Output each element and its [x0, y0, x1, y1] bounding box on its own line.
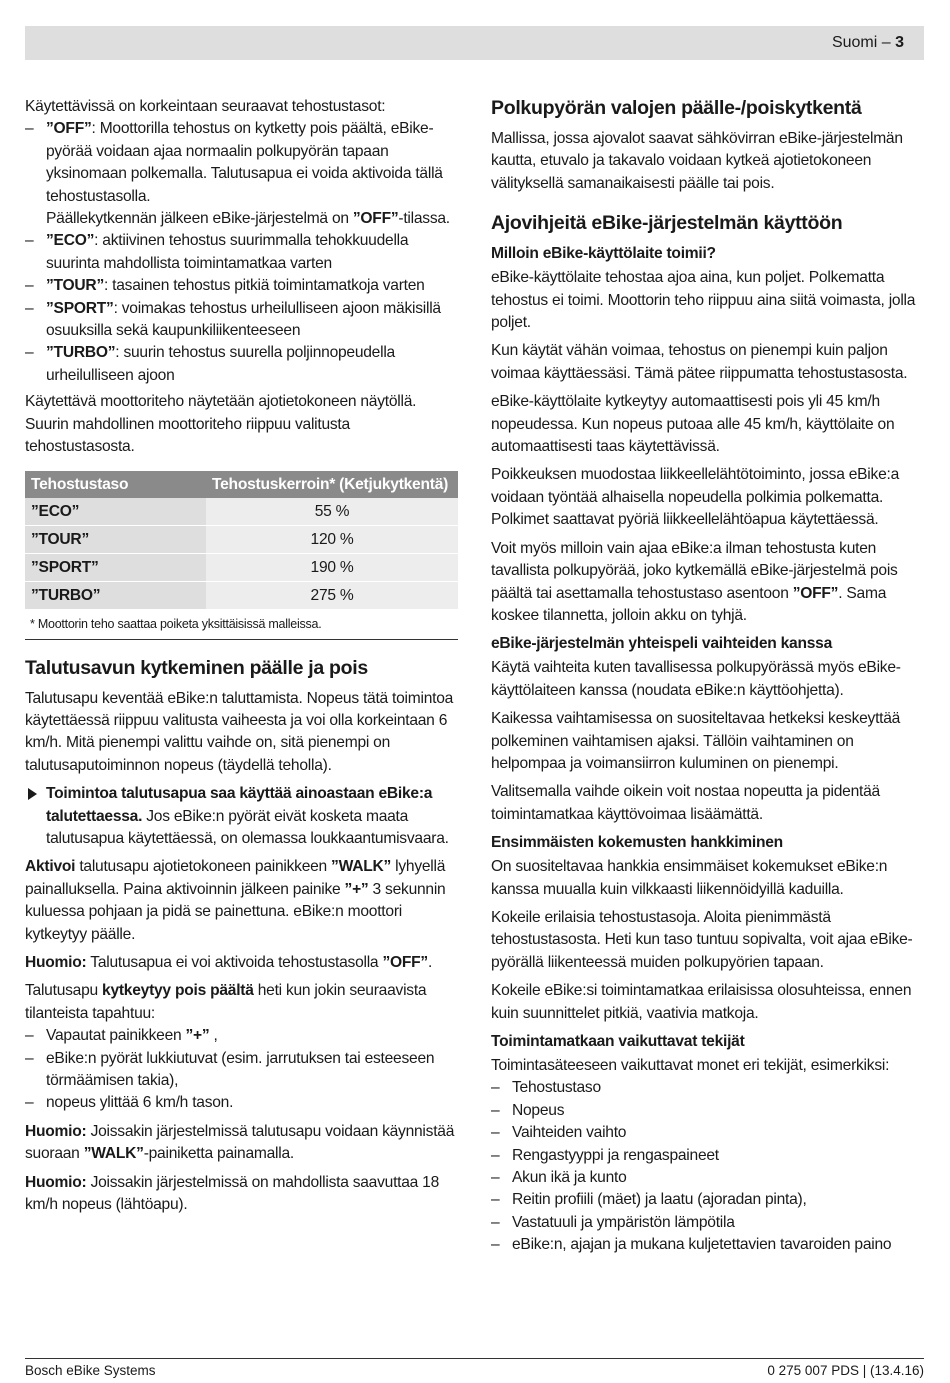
level-item-turbo: – ”TURBO”: suurin tehostus suurella poljinnopeudella urheilulliseen ajoon — [25, 342, 460, 387]
page-number: 3 — [895, 34, 904, 51]
paragraph: Poikkeuksen muodostaa liikkeellelähtötoiminto, jossa eBike:a voidaan työntää alhaisella nopeudella polkimia polkematta. Polkimet saattavat pyöriä liikkeellelähtöapua käytettäessä. — [491, 466, 899, 529]
footer-publisher: Bosch eBike Systems — [25, 1363, 156, 1378]
level-item-eco: – ”ECO”: aktiivinen tehostus suurimmalla tehokkuudella suurinta mahdollista toimintamatkaa varten — [25, 230, 460, 275]
table-row: ”TURBO” 275 % — [25, 581, 458, 609]
note-start-assist: Huomio: Joissakin järjestelmissä on mahdollista saavuttaa 18 km/h nopeus (lähtöapu). — [25, 1173, 440, 1214]
paragraph: Käytä vaihteita kuten tavallisessa polkupyörässä myös eBike-käyttölaiteen kanssa (noudata eBike:n käyttöohjetta). — [491, 659, 901, 699]
table-header-factor: Tehostuskerroin* (Ketjukytkentä) — [206, 471, 458, 498]
header-bar — [25, 26, 924, 60]
list-item: – Nopeus — [491, 1100, 925, 1122]
level-item-sport: – ”SPORT”: voimakas tehostus urheilulliseen ajoon mäkisillä osuuksilla sekä kaupunkiliikenteeseen — [25, 298, 460, 343]
paragraph: Voit myös milloin vain ajaa eBike:a ilman tehostusta kuten tavallista polkupyörää, joko kytkemällä eBike-järjestelmä pois päältä tai asettamalla tehostustaso asentoon ”OFF”. Sama koskee tilannetta, jolloin akku on tyhjä. — [491, 539, 898, 624]
assist-table — [25, 471, 458, 640]
note-walk: Huomio: Joissakin järjestelmissä talutusapu voidaan käynnistää suoraan ”WALK”-painiketta painamalla. — [25, 1122, 455, 1163]
walk-assist-text: Talutusapu keventää eBike:n taluttamista. Nopeus tätä toimintoa käytettäessä riippuu valitusta vaiheesta ja voi olla korkeintaan 6 km/h. Mitä pienempi valittu vaihde on, sitä pienempi on talutusaputoiminnon nopeus (täydellä teholla). — [25, 689, 454, 774]
levels-intro: Käytettävissä on korkeintaan seuraavat tehostustasot: — [25, 98, 386, 115]
table-header-level: Tehostustaso — [25, 471, 206, 498]
tips-heading: Ajovihjeitä eBike-järjestelmän käyttöön — [491, 212, 843, 235]
range-heading: Toimintamatkaan vaikuttavat tekijät — [491, 1033, 745, 1050]
list-item: – Vapautat painikkeen ”+” , — [25, 1025, 460, 1047]
table-row: ”ECO” 55 % — [25, 498, 458, 526]
switch-off-text: Talutusapu kytkeytyy pois päältä heti kun jokin seuraavista tilanteista tapahtuu: — [25, 982, 427, 1022]
left-column — [25, 96, 460, 1222]
header-language: Suomi — [831, 34, 878, 51]
walk-assist-heading: Talutusavun kytkeminen päälle ja pois — [25, 656, 368, 679]
list-item: – nopeus ylittää 6 km/h tason. — [25, 1092, 460, 1114]
table-footnote: * Moottorin teho saattaa poiketa yksittäisissä malleissa. — [25, 609, 458, 639]
level-item-tour: – ”TOUR”: tasainen tehostus pitkiä toimintamatkoja varten — [25, 275, 460, 297]
list-item: – Reitin profiili (mäet) ja laatu (ajoradan pinta), — [491, 1189, 925, 1211]
list-item: – Vastatuuli ja ympäristön lämpötila — [491, 1212, 925, 1234]
off-note: Päällekytkennän jälkeen eBike-järjestelmä on ”OFF”-tilassa. — [46, 210, 450, 228]
list-item: – Rengastyyppi ja rengaspaineet — [491, 1145, 925, 1167]
paragraph: Kaikessa vaihtamisessa on suositeltavaa hetkeksi keskeyttää polkeminen vaihtamisen ajaksi. Tällöin vaihtaminen on helpompaa ja voimansiirron kuluminen on pienempi. — [491, 710, 901, 772]
list-item: – eBike:n, ajajan ja mukana kuljetettavien tavaroiden paino — [491, 1234, 925, 1256]
lights-text: Mallissa, jossa ajovalot saavat sähkövirran eBike-järjestelmän kautta, etuvalo ja takavalo voidaan kytkeä ajotietokoneen välityksellä samanaikaisesti päälle tai pois. — [491, 130, 903, 192]
note-off: Huomio: Talutusapua ei voi aktivoida tehostustasolla ”OFF”. — [25, 953, 433, 971]
paragraph: Kun käytät vähän voimaa, tehostus on pienempi kuin paljon voimaa käyttäessäsi. Tämä pätee riippumatta tehostustasosta. — [491, 342, 908, 382]
gears-heading: eBike-järjestelmän yhteispeli vaihteiden kanssa — [491, 635, 833, 653]
range-intro: Toimintasäteeseen vaikuttavat monet eri tekijät, esimerkiksi: — [491, 1057, 890, 1074]
activate-text: Aktivoi talutusapu ajotietokoneen painikkeen ”WALK” lyhyellä painalluksella. Paina aktivoinnin jälkeen painike ”+” 3 sekunnin kuluessa pohjaan ja pidä se painettuna. eBike:n moottori kytkeytyy päälle. — [25, 858, 446, 943]
list-item: – Vaihteiden vaihto — [491, 1122, 925, 1144]
running-header: Suomi – 3 — [831, 34, 904, 51]
lights-heading: Polkupyörän valojen päälle-/poiskytkentä — [491, 97, 862, 119]
list-item: – eBike:n pyörät lukkiutuvat (esim. jarrutuksen tai esteeseen törmäämisen takia), — [25, 1048, 460, 1093]
paragraph: Kokeile eBike:si toimintamatkaa erilaisissa olosuhteissa, ennen kuin suunnittelet pitkiä, vaativia matkoja. — [491, 982, 912, 1022]
first-experience-heading: Ensimmäisten kokemusten hankkiminen — [491, 834, 783, 852]
walk-warning: Toimintoa talutusapua saa käyttää ainoastaan eBike:a talutettaessa. Jos eBike:n pyörät eivät kosketa maata talutusapua käytettäessä, on olemassa loukkaantumisvaara. — [25, 783, 460, 850]
footer-divider — [25, 1358, 924, 1359]
right-column — [491, 96, 925, 1257]
paragraph: eBike-käyttölaite tehostaa ajoa aina, kun poljet. Polkematta tehostus ei toimi. Moottorin teho riippuu aina siitä voimasta, jolla poljet. — [491, 269, 916, 332]
footer-doc-id: 0 275 007 PDS | (13.4.16) — [767, 1363, 924, 1378]
table-header-row — [25, 471, 458, 498]
paragraph: eBike-käyttölaite kytkeytyy automaattisesti pois yli 45 km/h nopeudessa. Kun nopeus putoaa alle 45 km/h, käyttölaite on automaattisesti taas käytettävissä. — [491, 393, 895, 456]
level-item-off: – ”OFF”: Moottorilla tehostus on kytketty pois päältä, eBike-pyörää voidaan ajaa normaalin polkupyörän tapaan yksinomaan polkemalla. Talutusapua ei voida aktivoida tällä tehostustasolla. — [25, 118, 460, 208]
when-heading: Milloin eBike-käyttölaite toimii? — [491, 245, 716, 263]
display-text: Käytettävä moottoriteho näytetään ajotietokoneen näytöllä. Suurin mahdollinen moottoriteho riippuu valitusta tehostustasosta. — [25, 393, 417, 456]
paragraph: On suositeltavaa hankkia ensimmäiset kokemukset eBike:n kanssa muualla kuin vilkkaasti liikennöidyillä kaduilla. — [491, 858, 888, 898]
paragraph: Kokeile erilaisia tehostustasoja. Aloita pienimmästä tehostustasosta. Heti kun taso tuntuu sopivalta, voit ajaa eBike-pyörällä liikenteessä muiden polkupyörien tapaan. — [491, 908, 913, 971]
table-row: ”SPORT” 190 % — [25, 553, 458, 581]
table-row: ”TOUR” 120 % — [25, 525, 458, 553]
table-footnote-row — [25, 609, 458, 639]
paragraph: Valitsemalla vaihde oikein voit nostaa nopeutta ja pidentää toimintamatkaa käyttövoimaa lisäämättä. — [491, 783, 880, 823]
list-item: – Akun ikä ja kunto — [491, 1167, 925, 1189]
list-item: – Tehostustaso — [491, 1077, 925, 1099]
